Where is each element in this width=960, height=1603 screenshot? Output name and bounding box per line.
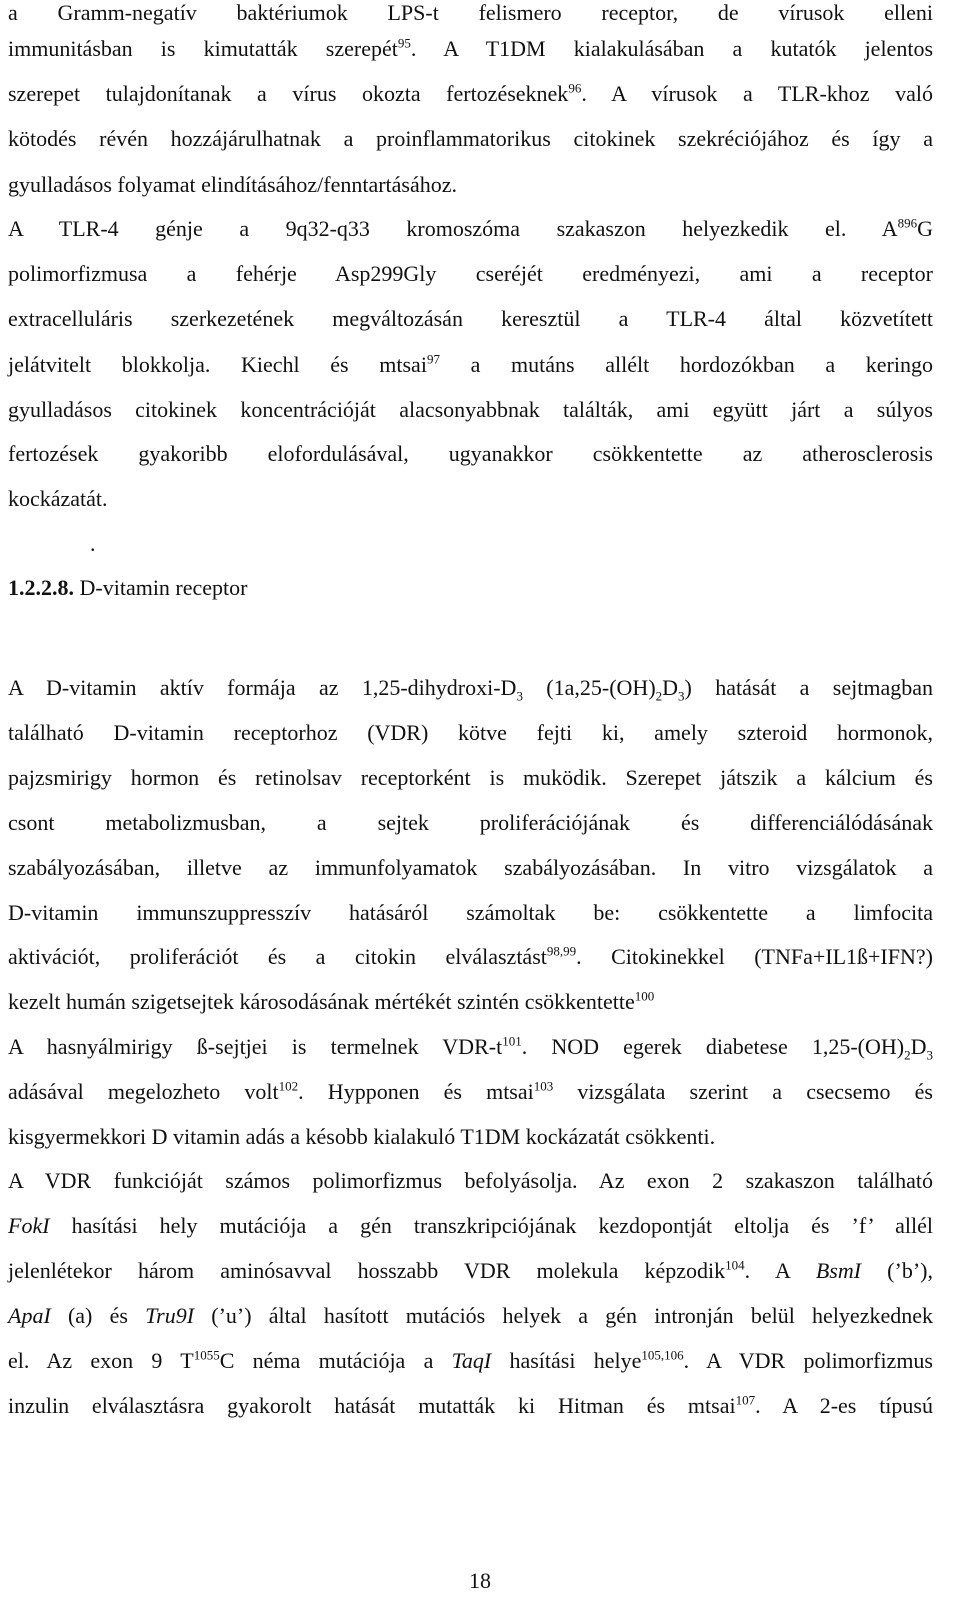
text-segment: inzulin elválasztásra gyakorolt hatását mutatták ki Hitman és mtsai <box>8 1393 736 1418</box>
text-line <box>8 855 933 881</box>
text-segment: D <box>662 675 679 700</box>
text-segment: található D-vitamin receptorhoz (VDR) kötve fejti ki, amely szteroid hormonok, <box>8 720 933 745</box>
section-title: D-vitamin receptor <box>74 575 248 600</box>
text-segment: . Hypponen és mtsai <box>298 1079 534 1104</box>
italic-term: TaqI <box>451 1348 492 1373</box>
text-segment: . A T1DM kialakulásában a kutatók jelentos <box>410 36 933 61</box>
section-number: 1.2.2.8. <box>8 575 74 600</box>
text-segment: pajzsmirigy hormon és retinolsav receptorként is muködik. Szerepet játszik a kálcium és <box>8 765 933 790</box>
text-segment: A D-vitamin aktív formája az 1,25-dihydroxi-D <box>8 675 517 700</box>
citation-superscript: 107 <box>735 1392 756 1408</box>
text-segment: kisgyermekkori D vitamin adás a késobb kialakuló T1DM kockázatát csökkenti. <box>8 1124 716 1149</box>
text-line <box>8 1124 933 1150</box>
text-line <box>8 81 933 107</box>
text-line <box>8 765 933 791</box>
text-segment: aktivációt, proliferációt és a citokin elválasztást <box>8 944 547 969</box>
text-segment: . NOD egerek diabetese 1,25-(OH) <box>521 1034 905 1059</box>
text-segment: . A vírusok a TLR-khoz való <box>581 81 933 106</box>
text-segment: . A <box>744 1258 816 1283</box>
text-segment: . Citokinekkel (TNFa+IL1ß+IFN?) <box>576 944 933 969</box>
text-line <box>8 486 933 512</box>
text-segment: . <box>90 531 96 556</box>
citation-superscript: 95 <box>397 35 411 51</box>
text-segment: (’b’), <box>861 1258 933 1283</box>
text-segment: (’u’) által hasított mutációs helyek a gén intronján belül helyezkednek <box>194 1303 933 1328</box>
text-line <box>8 352 933 378</box>
citation-superscript: 100 <box>634 988 655 1004</box>
text-segment: kezelt humán szigetsejtek károsodásának mértékét szintén csökkentette <box>8 989 635 1014</box>
text-line <box>8 900 933 926</box>
text-line <box>8 720 933 746</box>
citation-superscript: 104 <box>725 1257 745 1273</box>
text-line <box>8 1393 933 1419</box>
subscript: 3 <box>678 688 685 704</box>
text-segment: hasítási helye <box>491 1348 642 1373</box>
text-segment: immunitásban is kimutatták szerepét <box>8 36 398 61</box>
text-segment: jelátvitelt blokkolja. Kiechl és mtsai <box>8 352 427 377</box>
text-segment: D-vitamin immunszuppresszív hatásáról számoltak be: csökkentette a limfocita <box>8 900 933 925</box>
text-segment: (a) és <box>50 1303 146 1328</box>
italic-term: BsmI <box>815 1258 862 1283</box>
text-segment: A hasnyálmirigy ß-sejtjei is termelnek VDR-t <box>8 1034 503 1059</box>
citation-superscript: 96 <box>568 80 582 96</box>
text-line <box>8 306 933 332</box>
text-segment: C néma mutációja a <box>219 1348 452 1373</box>
text-segment: extracelluláris szerkezetének megváltozásán keresztül a TLR-4 által közvetített <box>8 306 933 331</box>
subscript: 3 <box>516 688 523 704</box>
citation-superscript: 98,99 <box>546 943 577 959</box>
text-line <box>8 397 933 423</box>
text-line <box>8 675 933 704</box>
text-segment: polimorfizmusa a fehérje Asp299Gly cseréjét eredményezi, ami a receptor <box>8 261 933 286</box>
text-segment: el. Az exon 9 T <box>8 1348 194 1373</box>
text-line <box>8 1033 933 1063</box>
text-line <box>8 1303 933 1329</box>
citation-superscript: 896 <box>897 215 918 231</box>
text-line <box>8 36 933 62</box>
text-segment: hasítási hely mutációja a gén transzkripciójának kezdopontját eltolja és ’f’ allél <box>49 1213 933 1238</box>
text-line <box>8 944 933 970</box>
citation-superscript: 97 <box>426 351 440 367</box>
text-segment: G <box>917 216 933 241</box>
text-segment: csont metabolizmusban, a sejtek proliferációjának és differenciálódásának <box>8 810 933 835</box>
subscript: 3 <box>926 1047 933 1063</box>
text-line <box>8 1168 933 1194</box>
text-segment: (1a,25-(OH) <box>522 675 656 700</box>
subscript: 2 <box>655 688 663 704</box>
citation-superscript: 1055 <box>193 1347 220 1363</box>
text-segment: szerepet tulajdonítanak a vírus okozta fertozéseknek <box>8 81 569 106</box>
text-segment: vizsgálata szerint a csecsemo és <box>553 1079 933 1104</box>
citation-superscript: 103 <box>533 1078 554 1094</box>
text-line <box>8 810 933 836</box>
text-segment: a Gramm-negatív baktériumok LPS-t felismero receptor, de vírusok elleni <box>8 0 933 25</box>
text-segment: a mutáns allélt hordozókban a keringo <box>439 352 933 377</box>
italic-term: Tru9I <box>145 1303 195 1328</box>
text-line <box>8 172 933 198</box>
italic-term: FokI <box>8 1213 50 1238</box>
text-segment: fertozések gyakoribb elofordulásával, ugyanakkor csökkentette az atherosclerosis <box>8 441 933 466</box>
italic-term: ApaI <box>8 1303 51 1328</box>
text-segment: A VDR funkcióját számos polimorfizmus befolyásolja. Az exon 2 szakaszon található <box>8 1168 933 1193</box>
text-line <box>8 1258 933 1284</box>
text-segment: gyulladásos folyamat elindításához/fenntartásához. <box>8 172 458 197</box>
text-line <box>8 441 933 467</box>
text-line <box>8 1213 933 1239</box>
citation-superscript: 102 <box>278 1078 299 1094</box>
text-segment: D <box>910 1034 927 1059</box>
text-segment: A TLR-4 génje a 9q32-q33 kromoszóma szakaszon helyezkedik el. A <box>8 216 898 241</box>
text-segment: jelenlétekor három aminósavval hosszabb VDR molekula képzodik <box>8 1258 726 1283</box>
text-segment: ) hatását a sejtmagban <box>684 675 933 700</box>
text-segment: kötodés révén hozzájárulhatnak a proinflammatorikus citokinek szekréciójához és így a <box>8 126 933 151</box>
citation-superscript: 105,106 <box>641 1347 684 1363</box>
text-line <box>8 0 933 26</box>
text-line <box>8 1079 933 1105</box>
text-line <box>8 989 933 1015</box>
text-segment: adásával megelozheto volt <box>8 1079 279 1104</box>
text-segment: . A VDR polimorfizmus <box>683 1348 933 1373</box>
text-line <box>8 216 933 242</box>
citation-superscript: 101 <box>502 1033 522 1049</box>
subscript: 2 <box>904 1047 911 1063</box>
text-line <box>8 261 933 287</box>
text-segment: szabályozásában, illetve az immunfolyamatok szabályozásában. In vitro vizsgálatok a <box>8 855 933 880</box>
text-line <box>8 126 933 152</box>
text-segment: . A 2-es típusú <box>755 1393 933 1418</box>
text-segment: gyulladásos citokinek koncentrációját alacsonyabbnak találták, ami együtt járt a súlyos <box>8 397 933 422</box>
text-line <box>8 1348 933 1374</box>
text-segment: kockázatát. <box>8 486 108 511</box>
text-line <box>90 531 960 557</box>
page-number: 18 <box>469 1568 491 1593</box>
section-heading <box>8 575 933 601</box>
